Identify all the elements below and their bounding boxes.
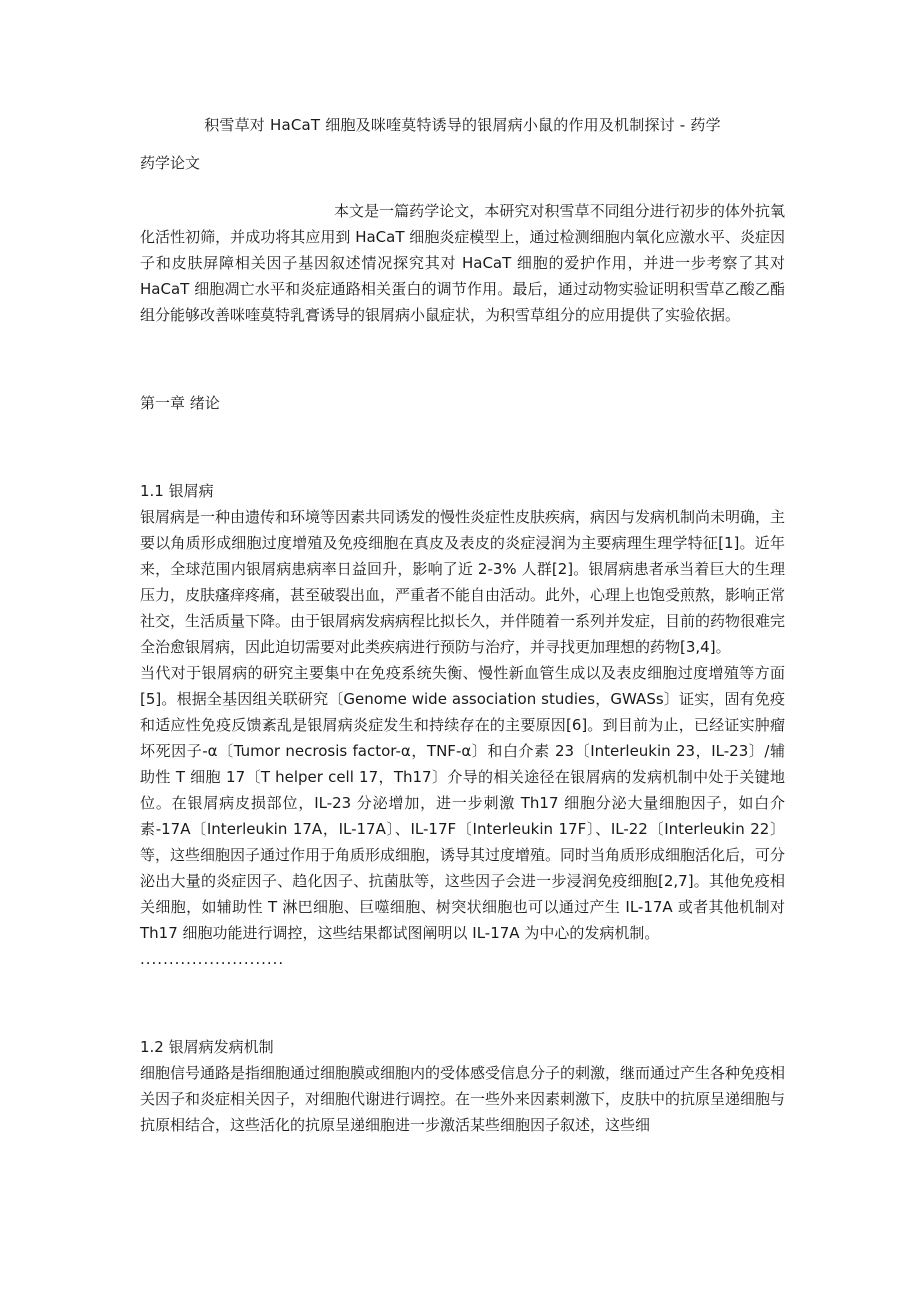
section-1-2-paragraph-1: 细胞信号通路是指细胞通过细胞膜或细胞内的受体感受信息分子的刺激，继而通过产生各种免疫相关因子和炎症相关因子，对细胞代谢进行调控。在一些外来因素刺激下，皮肤中的抗原呈递细胞与抗原相结合，这些活化的抗原呈递细胞进一步激活某些细胞因子叙述，这些细 [140,1064,786,1134]
section-1-1-paragraph-2: 当代对于银屑病的研究主要集中在免疫系统失衡、慢性新血管生成以及表皮细胞过度增殖等方面[5]。根据全基因组关联研究〔Genome wide association studies，GWASs〕证实，固有免疫和适应性免疫反馈紊乱是银屑病炎症发生和持续存在的主要原因[6]。到目前为止，已经证实肿瘤坏死因子-α〔Tumor necrosis factor-α，TNF-α〕和白介素 23〔Interleukin 23，IL-23〕/辅助性 T 细胞 17〔T helper cell 17，Th17〕介导的相关途径在银屑病的发病机制中处于关键地位。在银屑病皮损部位，IL-23 分泌增加，进一步刺激 Th17 细胞分泌大量细胞因子，如白介素-17A〔Interleukin 17A，IL-17A〕、IL-17F〔Interleukin 17F〕、IL-22〔Interleukin 22〕等，这些细胞因子通过作用于角质形成细胞，诱导其过度增殖。同时当角质形成细胞活化后，可分泌出大量的炎症因子、趋化因子、抗菌肽等，这些因子会进一步浸润免疫细胞[2,7]。其他免疫相关细胞，如辅助性 T 淋巴细胞、巨噬细胞、树突状细胞也可以通过产生 IL-17A 或者其他机制对 Th17 细胞功能进行调控，这些结果都试图阐明以 IL-17A 为中心的发病机制。 [140,664,786,942]
section-1-1-ellipsis: ......................... [140,950,285,968]
document-title: 积雪草对 HaCaT 细胞及咪喹莫特诱导的银屑病小鼠的作用及机制探讨 - 药学 [204,116,721,134]
document-page [140,112,785,1138]
section-1-1-paragraph-1: 银屑病是一种由遗传和环境等因素共同诱发的慢性炎症性皮肤疾病，病因与发病机制尚未明确，主要以角质形成细胞过度增殖及免疫细胞在真皮及表皮的炎症浸润为主要病理生理学特征[1]。近年来，全球范围内银屑病患病率日益回升，影响了近 2-3% 人群[2]。银屑病患者承当着巨大的生理压力，皮肤瘙痒疼痛，甚至破裂出血，严重者不能自由活动。此外，心理上也饱受煎熬，影响正常社交，生活质量下降。由于银屑病发病病程比拟长久，并伴随着一系列并发症，目前的药物很难完全治愈银屑病，因此迫切需要对此类疾病进行预防与治疗，并寻找更加理想的药物[3,4]。 [140,508,786,656]
section-1-2 [140,1034,785,1138]
chapter-title: 第一章 绪论 [140,394,220,412]
abstract-paragraph: 本文是一篇药学论文，本研究对积雪草不同组分进行初步的体外抗氧化活性初筛，并成功将其应用到 HaCaT 细胞炎症模型上，通过检测细胞内氧化应激水平、炎症因子和皮肤屏障相关因子基因叙述情况探究其对 HaCaT 细胞的爱护作用，并进一步考察了其对 HaCaT 细胞凋亡水平和炎症通路相关蛋白的调节作用。最后，通过动物实验证明积雪草乙酸乙酯组分能够改善咪喹莫特乳膏诱导的银屑病小鼠症状，为积雪草组分的应用提供了实验依据。 [140,202,785,324]
section-1-2-heading: 1.2 银屑病发病机制 [140,1038,274,1056]
section-1-1-heading: 1.1 银屑病 [140,482,214,500]
section-1-1 [140,478,785,972]
document-subtitle: 药学论文 [140,154,201,172]
